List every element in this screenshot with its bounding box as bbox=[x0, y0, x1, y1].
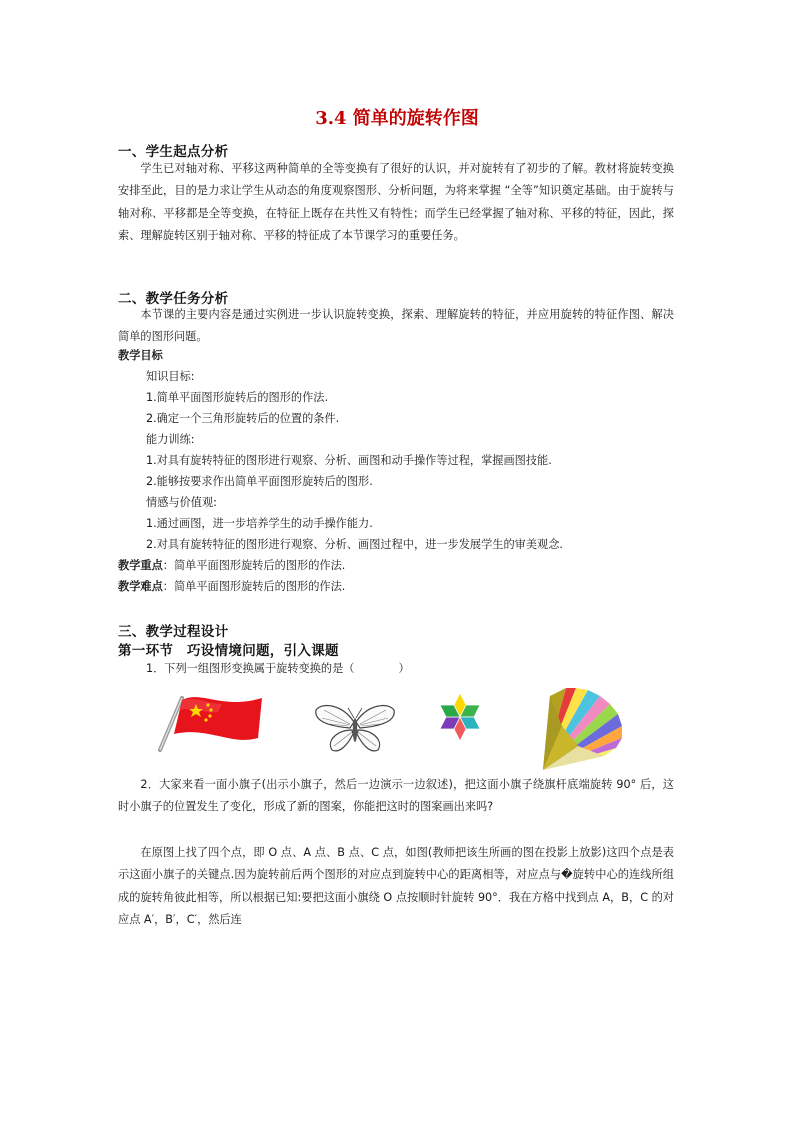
difficulty-point bbox=[118, 578, 345, 596]
difficulty-text: ：简单平面图形旋转后的图形的作法. bbox=[162, 580, 346, 593]
step1-heading: 第一环节 巧设情境问题，引入课题 bbox=[118, 643, 339, 659]
fan-figure bbox=[538, 686, 633, 774]
ability-label: 能力训练: bbox=[146, 433, 195, 446]
star-figure bbox=[430, 691, 490, 749]
emotion-label: 情感与价值观: bbox=[146, 496, 217, 509]
emotion-item-1: 1.通过画图，进一步培养学生的动手操作能力. bbox=[146, 517, 373, 530]
section1-paragraph: 学生已对轴对称、平移这两种简单的全等变换有了很好的认识，并对旋转有了初步的了解。教材将旋转变换安排至此，目的是力求让学生从动态的角度观察图形、分析问题，为将来掌握 “全等”知识奠定基础。由于旋转与轴对称、平移都是全等变换，在特征上既存在共性又有特性；而学生已经掌握了轴对称、平移的特征，因此，探索、理解旋转区别于轴对称、平移的特征成了本节课学习的重要任务。 bbox=[118, 162, 674, 243]
butterfly-figure bbox=[312, 700, 398, 756]
goals-label: 教学目标 bbox=[118, 349, 163, 362]
ability-item-1: 1.对具有旋转特征的图形进行观察、分析、画图和动手操作等过程，掌握画图技能. bbox=[146, 454, 552, 467]
question-1-text: 1．下列一组图形变换属于旋转变换的是（ bbox=[146, 662, 355, 675]
explanation-paragraph: 在原图上找了四个点，即 O 点、A 点、B 点、C 点，如图(教师把该生所画的图在投影上放影)这四个点是表示这面小旗子的关键点.因为旋转前后两个图形的对应点到旋转中心的距离相等，对应点与�旋转中心的连线所组成的旋转角彼此相等，所以根据已知:要把这面小旗绕 O 点按顺时针旋转 90°．我在方格中找到点 A，B，C 的对应点 A′，B′，C′，然后连 bbox=[118, 846, 674, 927]
key-text: ：简单平面图形旋转后的图形的作法. bbox=[162, 559, 346, 572]
key-label: 教学重点 bbox=[118, 559, 163, 572]
knowledge-label: 知识目标: bbox=[146, 370, 195, 383]
page-title: 3.4 简单的旋转作图 bbox=[315, 108, 479, 129]
question-2: 2．大家来看一面小旗子(出示小旗子，然后一边演示一边叙述)，把这面小旗子绕旗杆底端旋转 90° 后，这时小旗子的位置发生了变化，形成了新的图案，你能把这时的图案画出来吗? bbox=[118, 778, 674, 814]
ability-item-2: 2.能够按要求作出简单平面图形旋转后的图形. bbox=[146, 475, 373, 488]
flag-figure bbox=[152, 690, 267, 755]
question-1 bbox=[146, 660, 410, 678]
knowledge-item-2: 2.确定一个三角形旋转后的位置的条件. bbox=[146, 412, 340, 425]
key-point bbox=[118, 557, 345, 575]
knowledge-item-1: 1.简单平面图形旋转后的图形的作法. bbox=[146, 391, 329, 404]
difficulty-label: 教学难点 bbox=[118, 580, 163, 593]
section3-heading: 三、教学过程设计 bbox=[118, 624, 229, 640]
emotion-item-2: 2.对具有旋转特征的图形进行观察、分析、画图过程中，进一步发展学生的审美观念. bbox=[146, 538, 563, 551]
section2-heading: 二、教学任务分析 bbox=[118, 291, 229, 307]
section2-paragraph: 本节课的主要内容是通过实例进一步认识旋转变换，探索、理解旋转的特征，并应用旋转的特征作图、解决简单的图形问题。 bbox=[118, 308, 674, 344]
question-1-close: ） bbox=[398, 662, 410, 675]
section1-heading: 一、学生起点分析 bbox=[118, 144, 229, 160]
